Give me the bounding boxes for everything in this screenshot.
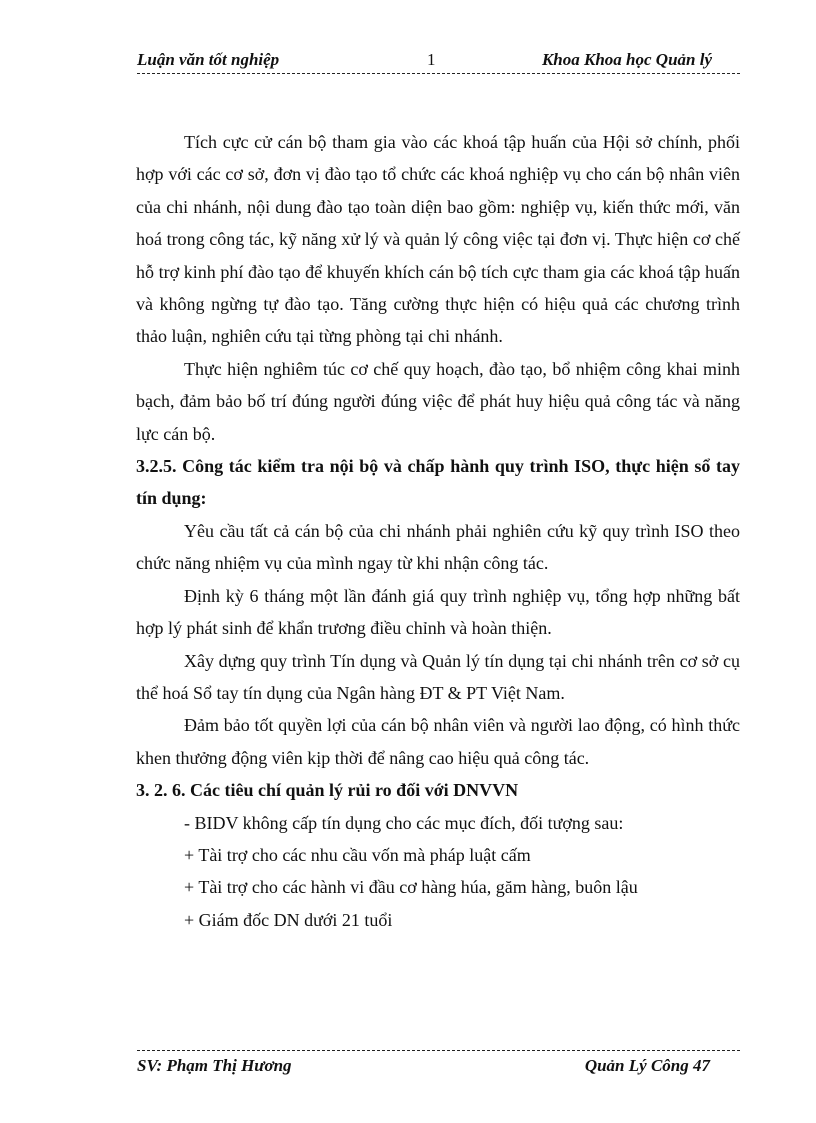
footer-class: Quản Lý Công 47 bbox=[584, 1056, 710, 1075]
paragraph-planning: Thực hiện nghiêm túc cơ chế quy hoạch, đào tạo, bổ nhiệm công khai minh bạch, đảm bảo bố trí đúng người đúng việc để phát huy hiệu quả công tác và năng lực cán bộ. bbox=[136, 358, 740, 444]
section-heading-3-2-5: 3.2.5. Công tác kiểm tra nội bộ và chấp hành quy trình ISO, thực hiện sổ tay tín dụng: bbox=[136, 456, 740, 509]
list-item: + Giám đốc DN dưới 21 tuổi bbox=[184, 909, 393, 930]
document-body bbox=[136, 126, 740, 936]
list-item: + Tài trợ cho các nhu cầu vốn mà pháp luật cấm bbox=[184, 844, 531, 865]
footer-student-name: SV: Phạm Thị Hương bbox=[137, 1056, 292, 1075]
list-item: + Tài trợ cho các hành vi đầu cơ hàng húa, găm hàng, buôn lậu bbox=[184, 877, 638, 898]
page-header bbox=[137, 47, 740, 75]
footer-divider bbox=[137, 1050, 740, 1051]
header-divider bbox=[137, 73, 740, 74]
header-page-number: 1 bbox=[427, 50, 436, 69]
list-item: - BIDV không cấp tín dụng cho các mục đích, đối tượng sau: bbox=[184, 812, 624, 833]
paragraph-training: Tích cực cử cán bộ tham gia vào các khoá tập huấn của Hội sở chính, phối hợp với các cơ sở, đơn vị đào tạo tổ chức các khoá nghiệp vụ cho cán bộ nhân viên của chi nhánh, nội dung đào tạo toàn diện bao gồm: nghiệp vụ, kiến thức mới, văn hoá trong công tác, kỹ năng xử lý và quản lý công việc tại đơn vị. Thực hiện cơ chế hỗ trợ kinh phí đào tạo để khuyến khích cán bộ tích cực tham gia các khoá tập huấn và không ngừng tự đào tạo. Tăng cường thực hiện có hiệu quả các chương trình thảo luận, nghiên cứu tại từng phòng tại chi nhánh. bbox=[136, 132, 740, 347]
page-footer bbox=[137, 1050, 740, 1080]
paragraph-periodic-review: Định kỳ 6 tháng một lần đánh giá quy trình nghiệp vụ, tổng hợp những bất hợp lý phát sinh để khẩn trương điều chỉnh và hoàn thiện. bbox=[136, 585, 740, 639]
paragraph-employee-rights: Đảm bảo tốt quyền lợi của cán bộ nhân viên và người lao động, có hình thức khen thưởng động viên kịp thời để nâng cao hiệu quả công tác. bbox=[136, 715, 740, 768]
section-heading-3-2-6: 3. 2. 6. Các tiêu chí quản lý rủi ro đối với DNVVN bbox=[136, 780, 519, 801]
paragraph-iso-study: Yêu cầu tất cả cán bộ của chi nhánh phải nghiên cứu kỹ quy trình ISO theo chức năng nhiệm vụ của mình ngay từ khi nhận công tác. bbox=[136, 520, 740, 574]
header-faculty: Khoa Khoa học Quản lý bbox=[541, 50, 712, 69]
header-thesis-title: Luận văn tốt nghiệp bbox=[137, 50, 280, 69]
paragraph-credit-process: Xây dựng quy trình Tín dụng và Quản lý tín dụng tại chi nhánh trên cơ sở cụ thể hoá Sổ tay tín dụng của Ngân hàng ĐT & PT Việt Nam. bbox=[136, 650, 740, 703]
